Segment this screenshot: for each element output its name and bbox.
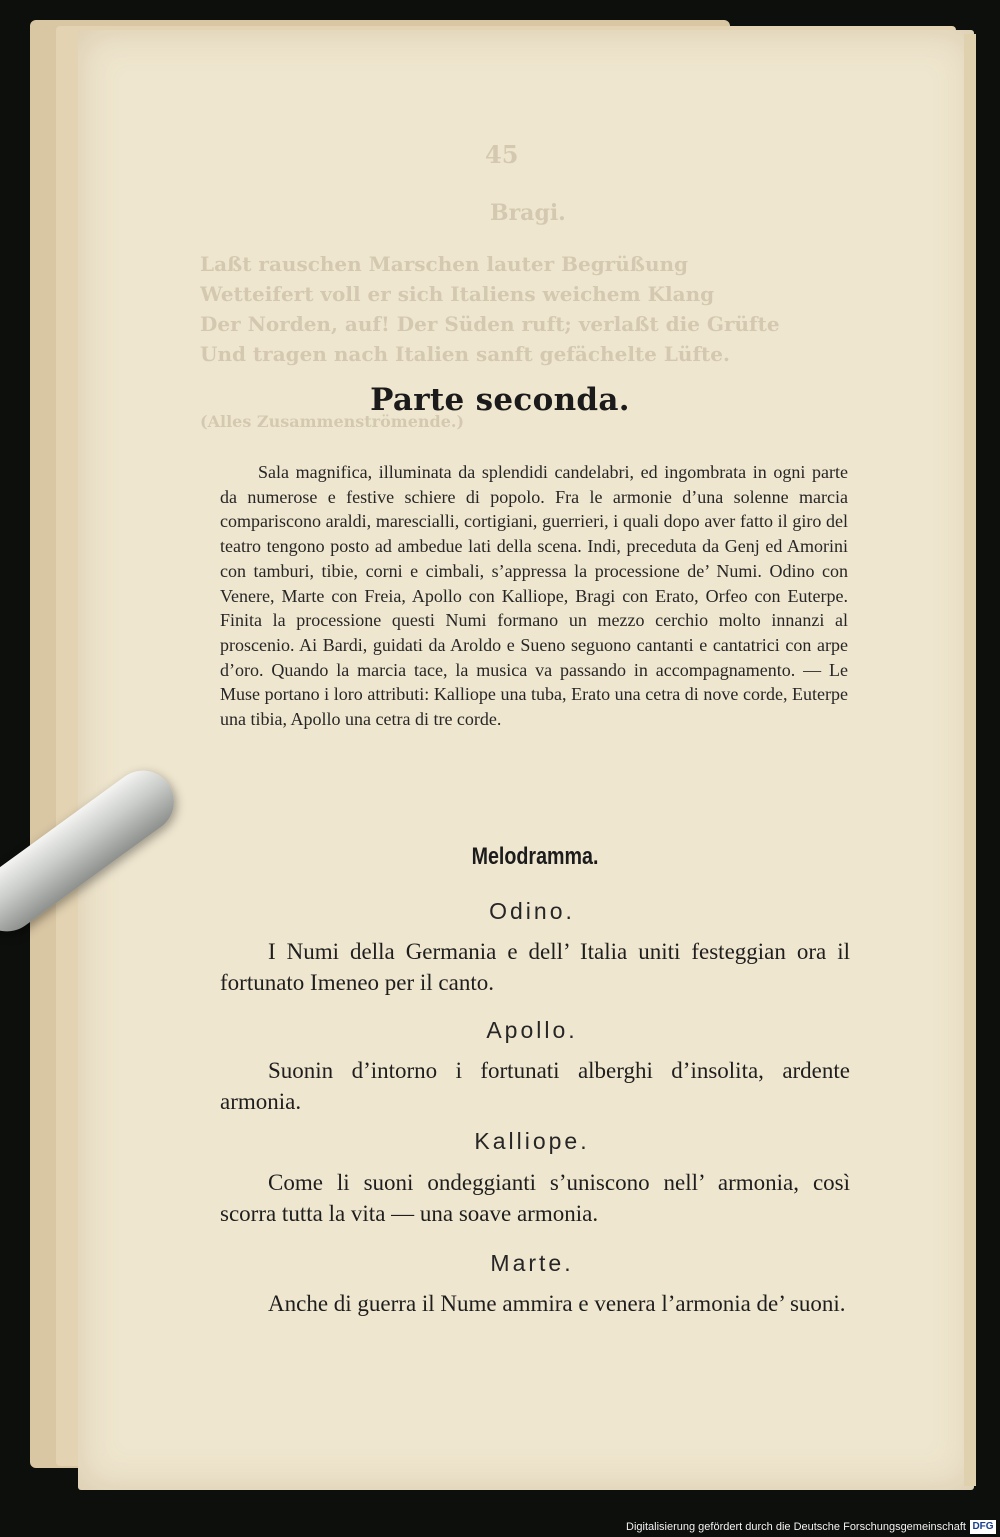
bleed-line: (Alles Zusammenströmende.)	[200, 412, 465, 431]
section-title: Parte seconda.	[370, 382, 630, 418]
bleed-line: Wetteifert voll er sich Italiens weichem Klang	[200, 282, 715, 306]
bleed-line: Laßt rauschen Marschen lauter Begrüßung	[200, 252, 689, 276]
bleed-line: Und tragen nach Italien sanft gefächelte Lüfte.	[200, 342, 730, 366]
speaker-name: Kalliope.	[474, 1128, 590, 1154]
bleed-line: Der Norden, auf! Der Süden ruft; verlaßt die Grüfte	[200, 312, 780, 336]
speech-text: Suonin d’intorno i fortunati alberghi d’insolita, ardente armonia.	[220, 1058, 850, 1114]
dfg-logo-icon: DFG	[970, 1520, 996, 1534]
speaker-name: Odino.	[489, 898, 575, 924]
speaker-name: Apollo.	[486, 1017, 578, 1043]
bleed-page-number: 45	[485, 140, 519, 169]
stage-direction: Sala magnifica, illuminata da splendidi candelabri, ed ingombrata in ogni parte da numerose e festive schiere di popolo. Fra le armonie d’una solenne marcia compariscono araldi, marescialli, cortigiani, guerrieri, i quali dopo aver fatto il giro del teatro tengono posto ad ambedue lati della scena. Indi, preceduta da Genj ed Amorini con tamburi, tibie, corni e cimbali, s’appressa la processione de’ Numi. Odino con Venere, Marte con Freia, Apollo con Kalliope, Bragi con Erato, Orfeo con Euterpe. Finita la processione questi Numi formano un mezzo cerchio molto innanzi al proscenio. Ai Bardi, guidati da Aroldo e Sueno seguono cantanti e cantatrici con arpe d’oro. Quando la marcia tace, la musica va passando in accompagnamento. — Le Muse portano i loro attributi: Kalliope una tuba, Erato una cetra di nove corde, Euterpe una tibia, Apollo una cetra di tre corde.	[220, 462, 848, 730]
speech-text: Anche di guerra il Nume ammira e venera l’armonia de’ suoni.	[268, 1291, 846, 1316]
funding-credit: Digitalisierung gefördert durch die Deutsche Forschungsgemeinschaft	[626, 1521, 966, 1533]
bleed-line: Bragi.	[490, 200, 566, 226]
footer-bar	[0, 1519, 1000, 1537]
melodramma-heading: Melodramma.	[471, 843, 599, 870]
speaker-name: Marte.	[490, 1250, 574, 1276]
speech-text: Come li suoni ondeggianti s’uniscono nell’ armonia, così scorra tutta la vita — una soave armonia.	[220, 1170, 850, 1226]
speech-text: I Numi della Germania e dell’ Italia uniti festeggian ora il fortunato Imeneo per il canto.	[220, 939, 850, 995]
